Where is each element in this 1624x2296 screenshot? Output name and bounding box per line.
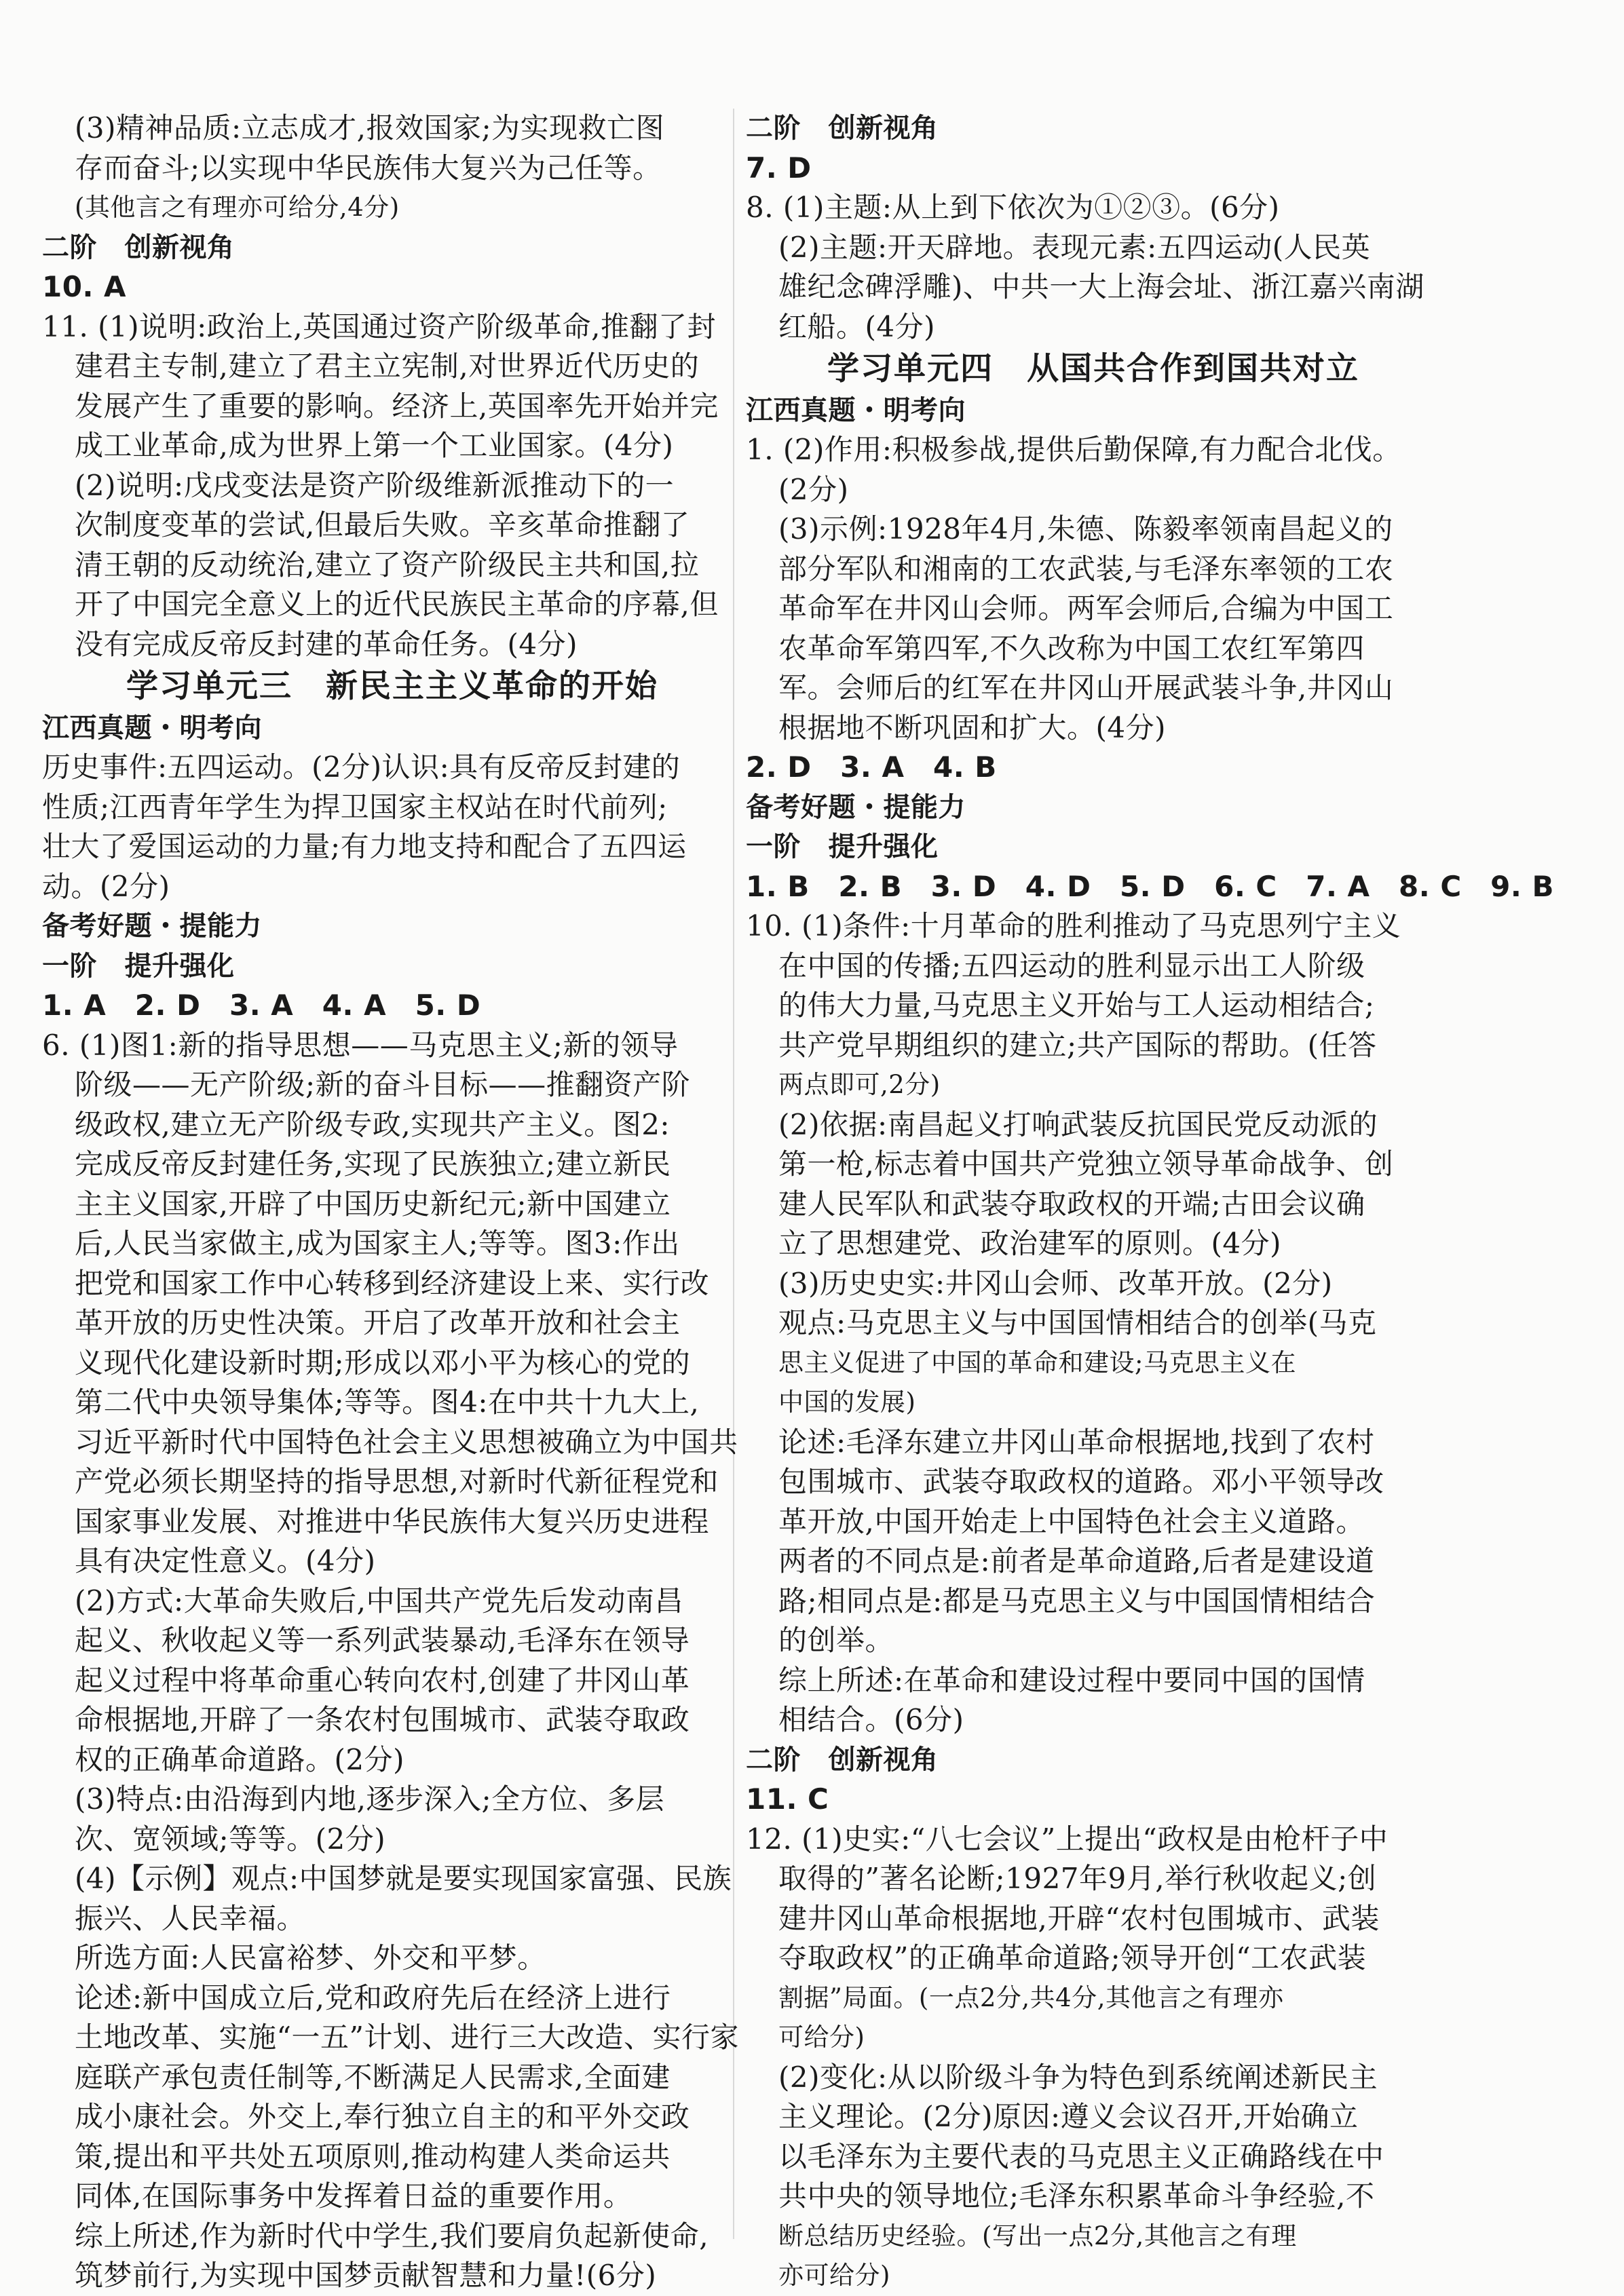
text-line: 包围城市、武装夺取政权的道路。邓小平领导改 [778,1465,1384,1498]
text-line: 权的正确革命道路。(2分) [75,1742,404,1776]
text-line: 振兴、人民幸福。 [75,1901,306,1935]
text-line: 起义过程中将革命重心转向农村,创建了井冈山革 [75,1663,690,1697]
text-line: 路;相同点是:都是马克思主义与中国国情相结合 [778,1584,1376,1618]
right-column [746,109,1554,2296]
text-line: 革开放,中国开始走上中国特色社会主义道路。 [778,1504,1365,1538]
text-line: 6. (1)图1:新的指导思想——马克思主义;新的领导 [42,1028,679,1062]
text-line: 第二代中央领导集体;等等。图4:在中共十九大上, [75,1385,700,1419]
text-line: 建井冈山革命根据地,开辟“农村包围城市、武装 [778,1901,1380,1935]
text-line: 论述:新中国成立后,党和政府先后在经济上进行 [75,1981,671,2014]
section-heading: 备考好题・提能力 [746,791,966,823]
text-line: 两点即可,2分) [778,1070,941,1099]
answer-line: 11. C [746,1782,829,1816]
text-line: 综上所述,作为新时代中学生,我们要肩负起新使命, [75,2219,709,2253]
text-line: (3)特点:由沿海到内地,逐步深入;全方位、多层 [75,1782,665,1816]
text-line: 发展产生了重要的影响。经济上,英国率先开始并完 [75,389,719,423]
text-line: 革开放的历史性决策。开启了改革开放和社会主 [75,1306,681,1339]
text-line: 国家事业发展、对推进中华民族伟大复兴历史进程 [75,1504,710,1538]
section-heading: 一阶 提升强化 [746,831,939,862]
text-line: 所选方面:人民富裕梦、外交和平梦。 [75,1941,546,1974]
unit-title: 学习单元三 新民主主义革命的开始 [126,668,658,705]
text-line: 次制度变革的尝试,但最后失败。辛亥革命推翻了 [75,508,690,541]
section-heading: 二阶 创新视角 [746,113,939,144]
section-heading: 备考好题・提能力 [42,911,262,942]
text-line: 论述:毛泽东建立井冈山革命根据地,找到了农村 [778,1425,1375,1459]
text-line: 命根据地,开辟了一条农村包围城市、武装夺取政 [75,1703,690,1736]
text-line: 部分军队和湘南的工农武装,与毛泽东率领的工农 [778,552,1394,586]
text-line: (2分) [778,472,849,506]
text-line: (4)【示例】观点:中国梦就是要实现国家富强、民族 [75,1862,732,1895]
text-line: 性质;江西青年学生为捍卫国家主权站在时代前列; [42,790,668,824]
text-line: 割据”局面。(一点2分,共4分,其他言之有理亦 [778,1983,1284,2012]
text-line: (2)说明:戊戌变法是资产阶级维新派推动下的一 [75,468,675,502]
text-line: 清王朝的反动统治,建立了资产阶级民主共和国,拉 [75,548,700,581]
text-line: 革命军在井冈山会师。两军会师后,合编为中国工 [778,592,1394,625]
text-line: (2)方式:大革命失败后,中国共产党先后发动南昌 [75,1584,683,1618]
section-heading: 江西真题・明考向 [746,394,966,426]
text-line: 中国的发展) [778,1388,916,1417]
text-line: 共中央的领导地位;毛泽东积累革命斗争经验,不 [778,2179,1375,2213]
text-line: 产党必须长期坚持的指导思想,对新时代新征程党和 [75,1465,719,1498]
text-line: 11. (1)说明:政治上,英国通过资产阶级革命,推翻了封 [42,309,716,343]
text-line: 主主义国家,开辟了中国历史新纪元;新中国建立 [75,1187,671,1221]
text-line: 根据地不断巩固和扩大。(4分) [778,710,1166,744]
text-line: 动。(2分) [42,869,170,903]
text-line: 土地改革、实施“一五”计划、进行三大改造、实行家 [75,2021,739,2054]
text-line: 军。会师后的红军在井冈山开展武装斗争,井冈山 [778,671,1394,704]
text-line: 两者的不同点是:前者是革命道路,后者是建设道 [778,1544,1375,1577]
text-line: 的创举。 [778,1624,894,1657]
text-line: 在中国的传播;五四运动的胜利显示出工人阶级 [778,949,1365,982]
left-column [42,109,742,2296]
text-line: 以毛泽东为主要代表的马克思主义正确路线在中 [778,2139,1384,2173]
section-heading: 二阶 创新视角 [42,231,235,263]
text-line: 筑梦前行,为实现中国梦贡献智慧和力量!(6分) [75,2259,657,2292]
text-line: (3)精神品质:立志成才,报效国家;为实现救亡图 [75,111,665,145]
text-line: (2)变化:从以阶级斗争为特色到系统阐述新民主 [778,2060,1378,2094]
text-line: 存而奋斗;以实现中华民族伟大复兴为己任等。 [75,151,662,185]
text-line: 立了思想建党、政治建军的原则。(4分) [778,1227,1281,1260]
text-line: 习近平新时代中国特色社会主义思想被确立为中国共 [75,1425,738,1459]
text-line: (3)示例:1928年4月,朱德、陈毅率领南昌起义的 [778,512,1393,546]
text-line: 起义、秋收起义等一系列武装暴动,毛泽东在领导 [75,1624,690,1657]
text-line: 壮大了爱国运动的力量;有力地支持和配合了五四运 [42,830,687,863]
text-line: 断总结历史经验。(写出一点2分,其他言之有理 [778,2221,1297,2251]
text-line: 建人民军队和武装夺取政权的开端;古田会议确 [778,1187,1365,1221]
section-heading: 一阶 提升强化 [42,950,235,982]
text-line: 12. (1)史实:“八七会议”上提出“政权是由枪杆子中 [746,1822,1389,1856]
text-line: 建君主专制,建立了君主立宪制,对世界近代历史的 [75,349,700,383]
text-line: 10. (1)条件:十月革命的胜利推动了马克思列宁主义 [746,909,1401,942]
text-line: 没有完成反帝反封建的革命任务。(4分) [75,627,578,661]
answer-line: 7. D [746,151,812,185]
text-line: 的伟大力量,马克思主义开始与工人运动相结合; [778,989,1375,1022]
text-line: 亦可给分) [778,2261,890,2290]
text-line: 8. (1)主题:从上到下依次为①②③。(6分) [746,191,1280,224]
text-line: 历史事件:五四运动。(2分)认识:具有反帝反封建的 [42,750,681,784]
text-line: 完成反帝反封建任务,实现了民族独立;建立新民 [75,1147,671,1181]
text-line: 成小康社会。外交上,奉行独立自主的和平外交政 [75,2100,690,2133]
text-line: 观点:马克思主义与中国国情相结合的创举(马克 [778,1306,1377,1339]
unit-title: 学习单元四 从国共合作到国共对立 [827,350,1359,387]
text-line: 共产党早期组织的建立;共产国际的帮助。(任答 [778,1028,1377,1062]
text-line: 策,提出和平共处五项原则,推动构建人类命运共 [75,2139,671,2173]
text-line: 综上所述:在革命和建设过程中要同中国的国情 [778,1663,1365,1697]
text-line: 第一枪,标志着中国共产党独立领导革命战争、创 [778,1147,1394,1181]
text-line: 主义理论。(2分)原因:遵义会议召开,开始确立 [778,2100,1359,2133]
text-line: 后,人民当家做主,成为国家主人;等等。图3:作出 [75,1227,680,1260]
text-line: 同体,在国际事务中发挥着日益的重要作用。 [75,2179,632,2213]
text-line: (其他言之有理亦可给分,4分) [75,193,400,222]
text-line: 思主义促进了中国的革命和建设;马克思主义在 [778,1347,1296,1377]
text-line: (3)历史史实:井冈山会师、改革开放。(2分) [778,1266,1333,1300]
text-line: 具有决定性意义。(4分) [75,1544,376,1577]
text-line: 阶级——无产阶级;新的奋斗目标——推翻资产阶 [75,1068,691,1101]
text-line: (2)依据:南昌起义打响武装反抗国民党反动派的 [778,1107,1378,1141]
text-line: 红船。(4分) [778,309,935,343]
text-line: 把党和国家工作中心转移到经济建设上来、实行改 [75,1266,710,1300]
text-line: 1. (2)作用:积极参战,提供后勤保障,有力配合北伐。 [746,433,1401,466]
text-line: 农革命军第四军,不久改称为中国工农红军第四 [778,631,1365,665]
text-line: 次、宽领域;等等。(2分) [75,1822,386,1856]
answer-line: 2. D 3. A 4. B [746,750,997,784]
text-line: 成工业革命,成为世界上第一个工业国家。(4分) [75,429,674,462]
text-line: 取得的”著名论断;1927年9月,举行秋收起义;创 [778,1862,1377,1895]
answer-line: 1. B 2. B 3. D 4. D 5. D 6. C 7. A 8. C 9. B [746,869,1554,903]
answer-line: 1. A 2. D 3. A 4. A 5. D [42,989,481,1022]
text-line: 庭联产承包责任制等,不断满足人民需求,全面建 [75,2060,671,2094]
section-heading: 二阶 创新视角 [746,1744,939,1776]
text-line: 雄纪念碑浮雕)、中共一大上海会址、浙江嘉兴南湖 [778,270,1424,303]
text-line: 级政权,建立无产阶级专政,实现共产主义。图2: [75,1107,671,1141]
text-line: 义现代化建设新时期;形成以邓小平为核心的党的 [75,1345,691,1379]
text-line: 可给分) [778,2023,865,2052]
section-heading: 江西真题・明考向 [42,712,262,744]
text-line: (2)主题:开天辟地。表现元素:五四运动(人民英 [778,230,1371,264]
text-line: 夺取政权”的正确革命道路;领导开创“工农武装 [778,1941,1367,1974]
answer-line: 10. A [42,270,127,303]
text-line: 相结合。(6分) [778,1703,964,1736]
text-line: 开了中国完全意义上的近代民族民主革命的序幕,但 [75,588,719,621]
